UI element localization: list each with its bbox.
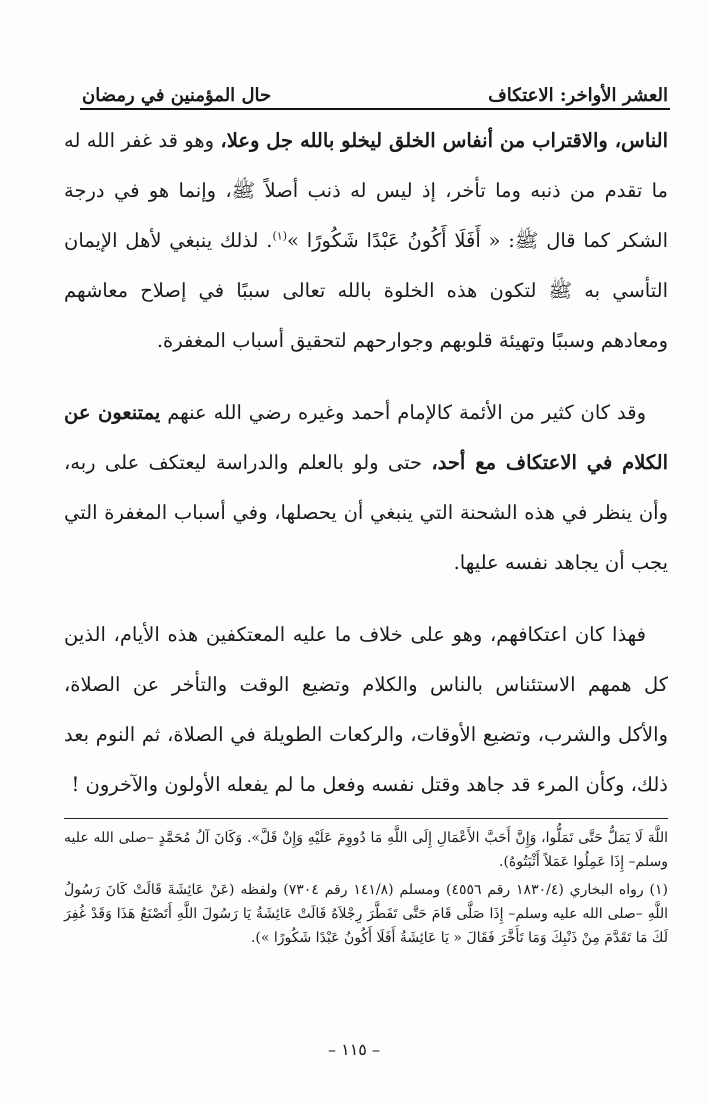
paragraph-2 [64, 388, 668, 588]
footnotes [64, 826, 668, 950]
header-chapter-title: العشر الأواخر: الاعتكاف [488, 85, 668, 106]
page-number: – ١١٥ – [328, 1040, 380, 1059]
paragraph-1 [64, 116, 668, 366]
footnote-continued: اللَّهَ لَا يَمَلُّ حَتَّى تَمَلُّوا، وَإِنَّ أَحَبَّ الأَعْمَالِ إِلَى اللَّهِ مَا دُووِمَ عَلَيْهِ وَإِنْ قَلَّ». وَكَانَ آلُ مُحَمَّدٍ –صلى الله عليه وسلم– إِذَا عَمِلُوا عَمَلاً أَثْبَتُوهُ). [64, 830, 668, 870]
footnote-1: (١) رواه البخاري (١٨٣٠/٤ رقم ٤٥٥٦) ومسلم (١٤١/٨ رقم ٧٣٠٤) ولفظه (عَنْ عَائِشَةَ قَالَتْ كَانَ رَسُولُ اللَّهِ –صلى الله عليه وسلم– إِذَا صَلَّى قَامَ حَتَّى تَفَطَّرَ رِجْلاَهُ قَالَتْ عَائِشَةُ يَا رَسُولَ اللَّهِ أَتَصْنَعُ هَذَا وَقَدْ غُفِرَ لَكَ مَا تَقَدَّمَ مِنْ ذَنْبِكَ وَمَا تَأَخَّرَ فَقَالَ « يَا عَائِشَةُ أَفَلَا أَكُونُ عَبْدًا شَكُورًا »). [64, 882, 668, 946]
footnote-ref-1: (١) [272, 229, 287, 243]
main-text [64, 116, 668, 810]
paragraph-3: فهذا كان اعتكافهم، وهو على خلاف ما عليه المعتكفين هذه الأيام، الذين كل همهم الاستئناس بالناس والكلام وتضيع الوقت والتأخر عن الصلاة، والأكل والشرب، وتضيع الأوقات، والركعات الطويلة في الصلاة، ثم النوم بعد ذلك، وكأن المرء قد جاهد وقتل نفسه وفعل ما لم يفعله الأولون والآخرون ! [64, 623, 668, 796]
header-book-title: حال المؤمنين في رمضان [82, 85, 272, 106]
footnote-divider [64, 818, 668, 819]
paragraph-2-bold: يمتنعون عن الكلام في الاعتكاف مع أحد، [64, 401, 668, 474]
header-divider [80, 108, 670, 110]
paragraph-2-start: وقد كان كثير من الأئمة كالإمام أحمد وغيره رضي الله عنهم [160, 401, 646, 424]
paragraph-1-text: وهو قد غفر الله له ما تقدم من ذنبه وما تأخر، إذ ليس له ذنب أصلاً ﷺ، وإنما هو في درجة الشكر كما قال ﷺ: « أَفَلَا أَكُونُ عَبْدًا شَكُورًا » [64, 129, 668, 252]
running-header [82, 76, 668, 106]
paragraph-2-rest: حتى ولو بالعلم والدراسة ليعتكف على ربه، وأن ينظر في هذه الشحنة التي ينبغي أن يحصلها، وفي أسباب المغفرة التي يجب أن يجاهد نفسه عليها. [64, 451, 668, 574]
paragraph-1-tail: . لذلك ينبغي لأهل الإيمان التأسي به ﷺ لتكون هذه الخلوة بالله تعالى سببًا في إصلاح معاشهم ومعادهم وسببًا وتهيئة قلوبهم وجوارحهم لتحقيق أسباب المغفرة. [64, 229, 668, 352]
paragraph-1-bold: الناس، والاقتراب من أنفاس الخلق ليخلو بالله جل وعلا، [220, 129, 669, 152]
